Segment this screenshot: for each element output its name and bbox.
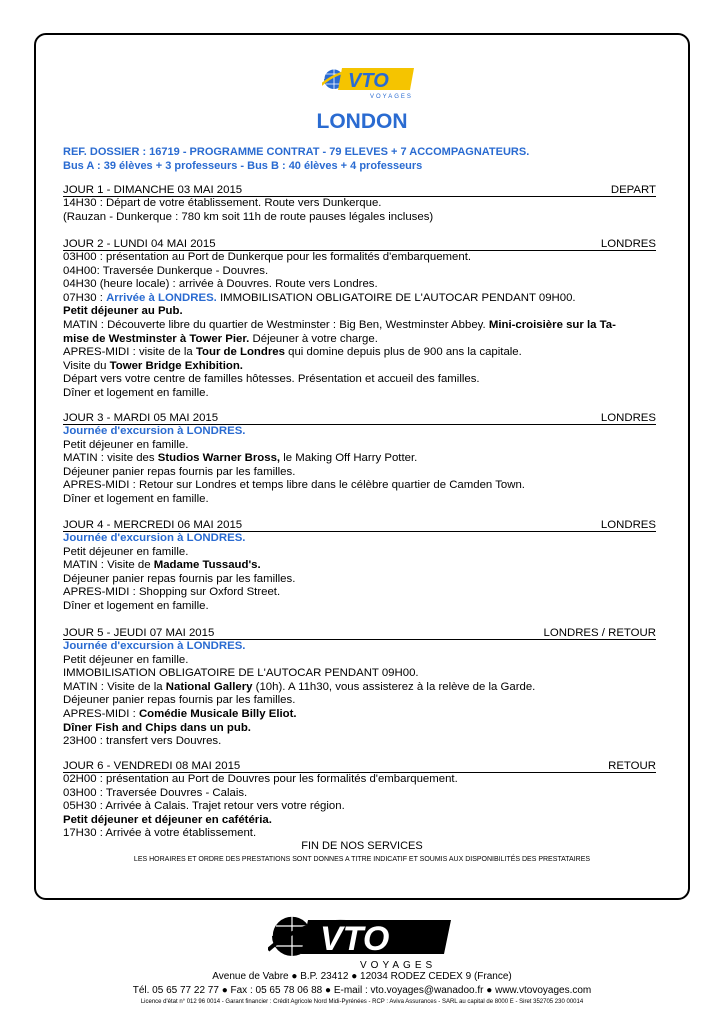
bus-line: Bus A : 39 élèves + 3 professeurs - Bus B : 40 élèves + 4 professeurs [63, 160, 423, 172]
disclaimer: LES HORAIRES ET ORDRE DES PRESTATIONS SONT DONNES A TITRE INDICATIF ET SOUMIS AUX DISPONIBILITÉS DES PRESTATAIRES [133, 856, 591, 863]
day-2: JOUR 2 - LUNDI 04 MAI 2015 LONDRES 03H00 : présentation au Port de Dunkerque pour les formalités d'embarquement. 04H00: Traversée Dunkerque - Douvres. 04H30 (heure locale) : arrivée à Douvres. Route vers Londres. 07H30 : Arrivée à LONDRES. IMMOBILISATION OBLIGATOIRE DE L'AUTOCAR PENDANT 09H00. Petit déjeuner au Pub. MATIN : Découverte libre du quartier de Westminster : Big Ben, Westminster Abbey. Mini-croisière sur la Ta- mise de Westminster à Tower Pier. Déjeuner à votre charge. APRES-MIDI : visite de la Tour de Londres qui domine depuis plus de 900 ans la capitale. Visite du Tower Bridge Exhibition. Départ vers votre centre de familles hôtesses. Présentation et accueil des familles. Dîner et logement en famille. [63, 238, 656, 399]
ref-line: REF. DOSSIER : 16719 - PROGRAMME CONTRAT - 79 ELEVES + 7 ACCOMPAGNATEURS. [63, 146, 530, 158]
reference-block [63, 145, 529, 173]
day-5: JOUR 5 - JEUDI 07 MAI 2015 LONDRES / RETOUR Journée d'excursion à LONDRES. Petit déjeuner en famille. IMMOBILISATION OBLIGATOIRE DE L'AUTOCAR PENDANT 09H00. MATIN : Visite de la National Gallery (10h). A 11h30, vous assisterez à la relève de la Garde. Déjeuner panier repas fournis par les familles. APRES-MIDI : Comédie Musicale Billy Eliot. Dîner Fish and Chips dans un pub. 23H00 : transfert vers Douvres. [63, 627, 656, 748]
day-header: JOUR 4 - MERCREDI 06 MAI 2015 LONDRES [63, 519, 656, 531]
footer-legal: Licence d'état n° 012 96 0014 - Garant financier : Crédit Agricole Nord Midi-Pyrénées - RCP : Aviva Assurances - SARL au capital de 8000 E - Siret 352705 230 00014 [140, 999, 584, 1005]
day-header: JOUR 5 - JEUDI 07 MAI 2015 LONDRES / RETOUR [63, 627, 656, 639]
day-3: JOUR 3 - MARDI 05 MAI 2015 LONDRES Journée d'excursion à LONDRES. Petit déjeuner en famille. MATIN : visite des Studios Warner Bross, le Making Off Harry Potter. Déjeuner panier repas fournis par les familles. APRES-MIDI : Retour sur Londres et temps libre dans le célèbre quartier de Camden Town. Dîner et logement en famille. [63, 412, 656, 505]
end-of-services: FIN DE NOS SERVICES [301, 840, 423, 852]
day-header: JOUR 3 - MARDI 05 MAI 2015 LONDRES [63, 412, 656, 424]
day-header: JOUR 2 - LUNDI 04 MAI 2015 LONDRES [63, 238, 656, 250]
footer-address: Avenue de Vabre ● B.P. 23412 ● 12034 RODEZ CEDEX 9 (France) [212, 971, 512, 982]
vto-logo [322, 62, 416, 100]
vto-logo-footer [268, 908, 453, 972]
svg-text:VTO: VTO [320, 920, 390, 958]
svg-text:VOYAGES: VOYAGES [360, 960, 437, 971]
day-1: JOUR 1 - DIMANCHE 03 MAI 2015 DEPART 14H30 : Départ de votre établissement. Route vers Dunkerque. (Rauzan - Dunkerque : 780 km soit 11h de route pauses légales incluses) [63, 184, 656, 223]
day-6: JOUR 6 - VENDREDI 08 MAI 2015 RETOUR 02H00 : présentation au Port de Douvres pour les formalités d'embarquement. 03H00 : Traversée Douvres - Calais. 05H30 : Arrivée à Calais. Trajet retour vers votre région. Petit déjeuner et déjeuner en cafétéria. 17H30 : Arrivée à votre établissement. [63, 760, 656, 840]
svg-text:VOYAGES: VOYAGES [370, 94, 413, 100]
footer-contact: Tél. 05 65 77 22 77 ● Fax : 05 65 78 06 88 ● E-mail : vto.voyages@wanadoo.fr ● www.vtovoyages.com [132, 985, 592, 996]
day-header: JOUR 6 - VENDREDI 08 MAI 2015 RETOUR [63, 760, 656, 772]
day-4: JOUR 4 - MERCREDI 06 MAI 2015 LONDRES Journée d'excursion à LONDRES. Petit déjeuner en famille. MATIN : Visite de Madame Tussaud's. Déjeuner panier repas fournis par les familles. APRES-MIDI : Shopping sur Oxford Street. Dîner et logement en famille. [63, 519, 656, 612]
day-header: JOUR 1 - DIMANCHE 03 MAI 2015 DEPART [63, 184, 656, 196]
page-title: LONDON [316, 110, 408, 133]
svg-text:VTO: VTO [348, 70, 389, 92]
